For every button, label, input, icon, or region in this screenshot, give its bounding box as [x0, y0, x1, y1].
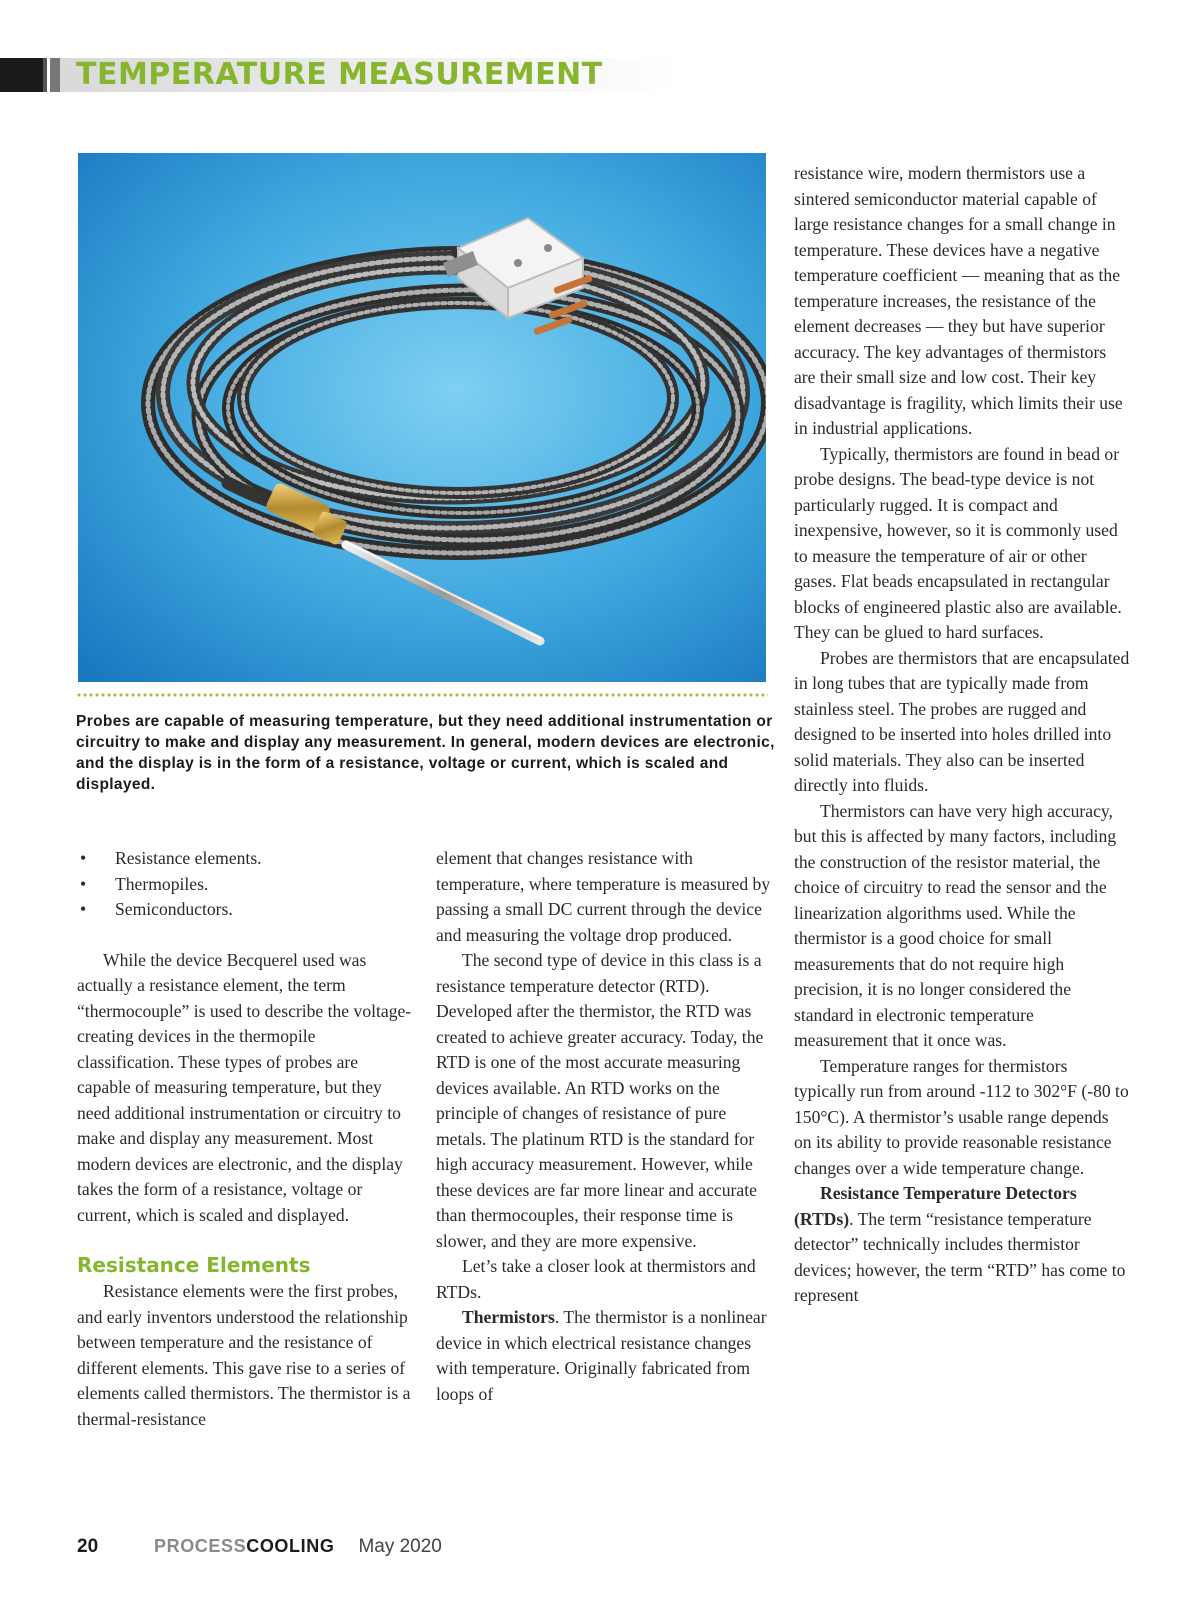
- paragraph: Resistance elements were the first probes, and early inventors understood the relationship between temperature and the resistance of different elements. This gave rise to a series of elements called thermistors. The thermistor is a thermal-resistance: [77, 1281, 411, 1429]
- run-in-heading: Resistance Temperature Detectors (RTDs): [794, 1183, 1077, 1229]
- paragraph-text: . The thermistor is a nonlinear device in which electrical resistance changes with temperature. Originally fabricated from loops of: [436, 1307, 767, 1404]
- paragraph: While the device Becquerel used was actually a resistance element, the term “thermocouple” is used to describe the voltage-creating devices in the thermopile classification. These types of probes are capable of measuring temperature, but they need additional instrumentation or circuitry to make and display any measurement. Most modern devices are electronic, and the display takes the form of a resistance, voltage or current, which is scaled and displayed.: [77, 949, 412, 1225]
- list-item: • Thermopiles.: [77, 872, 413, 898]
- subheading: Resistance Elements: [77, 1253, 311, 1277]
- publication-name-part2: COOLING: [246, 1536, 335, 1556]
- publication-name-part1: PROCESS: [154, 1536, 247, 1556]
- paragraph: The second type of device in this class is a resistance temperature detector (RTD). Developed after the thermistor, the RTD was created to achieve greater accuracy. Today, the RTD is one of the most accurate measuring devices available. An RTD works on the principle of changes of resistance of pure metals. The platinum RTD is the standard for high accuracy measurement. However, while these devices are far more linear and accurate than thermocouples, their response time is slower, and they are more expensive.: [436, 950, 764, 1251]
- paragraph: Let’s take a closer look at thermistors and RTDs.: [436, 1256, 756, 1302]
- column-1: [77, 846, 413, 1432]
- paragraph: resistance wire, modern thermistors use a sintered semiconductor material capable of large resistance changes for a small change in temperature. These devices have a negative temperature coefficient — meaning that as the temperature increases, the resistance of the element decreases — they but have superior accuracy. The key advantages of thermistors are their small size and low cost. Their key disadvantage is fragility, which limits their use in industrial applications.: [794, 163, 1123, 438]
- figure-caption: Probes are capable of measuring temperature, but they need additional instrumentation or circuitry to make and display any measurement. In general, modern devices are electronic, and the display is in the form of a resistance, voltage or current, which is scaled and displayed.: [76, 713, 775, 793]
- paragraph: Typically, thermistors are found in bead or probe designs. The bead-type device is not particularly rugged. It is compact and inexpensive, however, so it is commonly used to measure the temperature of air or other gases. Flat beads encapsulated in rectangular blocks of engineered plastic also are available. They can be glued to hard surfaces.: [794, 443, 1122, 642]
- issue-date: May 2020: [358, 1536, 442, 1557]
- list-item: • Resistance elements.: [77, 846, 413, 872]
- bullet-list: [77, 846, 413, 923]
- header-accent-bar: [0, 58, 60, 92]
- column-2: [436, 846, 772, 1407]
- paragraph: Thermistors can have very high accuracy, but this is affected by many factors, including the construction of the resistor material, the choice of circuitry to read the sensor and the linearization algorithms used. While the thermistor is a good choice for small measurements that do not require high precision, it is no longer considered the standard in electronic temperature measurement that it once was.: [794, 800, 1117, 1050]
- probe-photo: [78, 153, 766, 682]
- page-number: 20: [77, 1536, 99, 1557]
- list-item: • Semiconductors.: [77, 897, 413, 923]
- column-3: [794, 161, 1130, 1309]
- page-footer: [77, 1536, 442, 1566]
- run-in-heading: Thermistors: [462, 1307, 555, 1327]
- paragraph: [794, 1181, 1130, 1309]
- paragraph: Probes are thermistors that are encapsulated in long tubes that are typically made from stainless steel. The probes are rugged and designed to be inserted into holes drilled into solid materials. They also can be inserted directly into fluids.: [794, 647, 1130, 795]
- paragraph: Temperature ranges for thermistors typically run from around -112 to 302°F (-80 to 150°C). A thermistor’s usable range depends on its ability to provide reasonable resistance changes over a wide temperature change.: [794, 1055, 1129, 1178]
- section-title: TEMPERATURE MEASUREMENT: [76, 57, 603, 92]
- paragraph: [436, 1305, 772, 1407]
- paragraph-text: . The term “resistance temperature detector” technically includes thermistor devices; however, the term “RTD” has come to represent: [794, 1208, 1126, 1305]
- caption-divider: [76, 693, 768, 697]
- paragraph: element that changes resistance with temperature, where temperature is measured by passing a small DC current through the device and measuring the voltage drop produced.: [436, 848, 771, 945]
